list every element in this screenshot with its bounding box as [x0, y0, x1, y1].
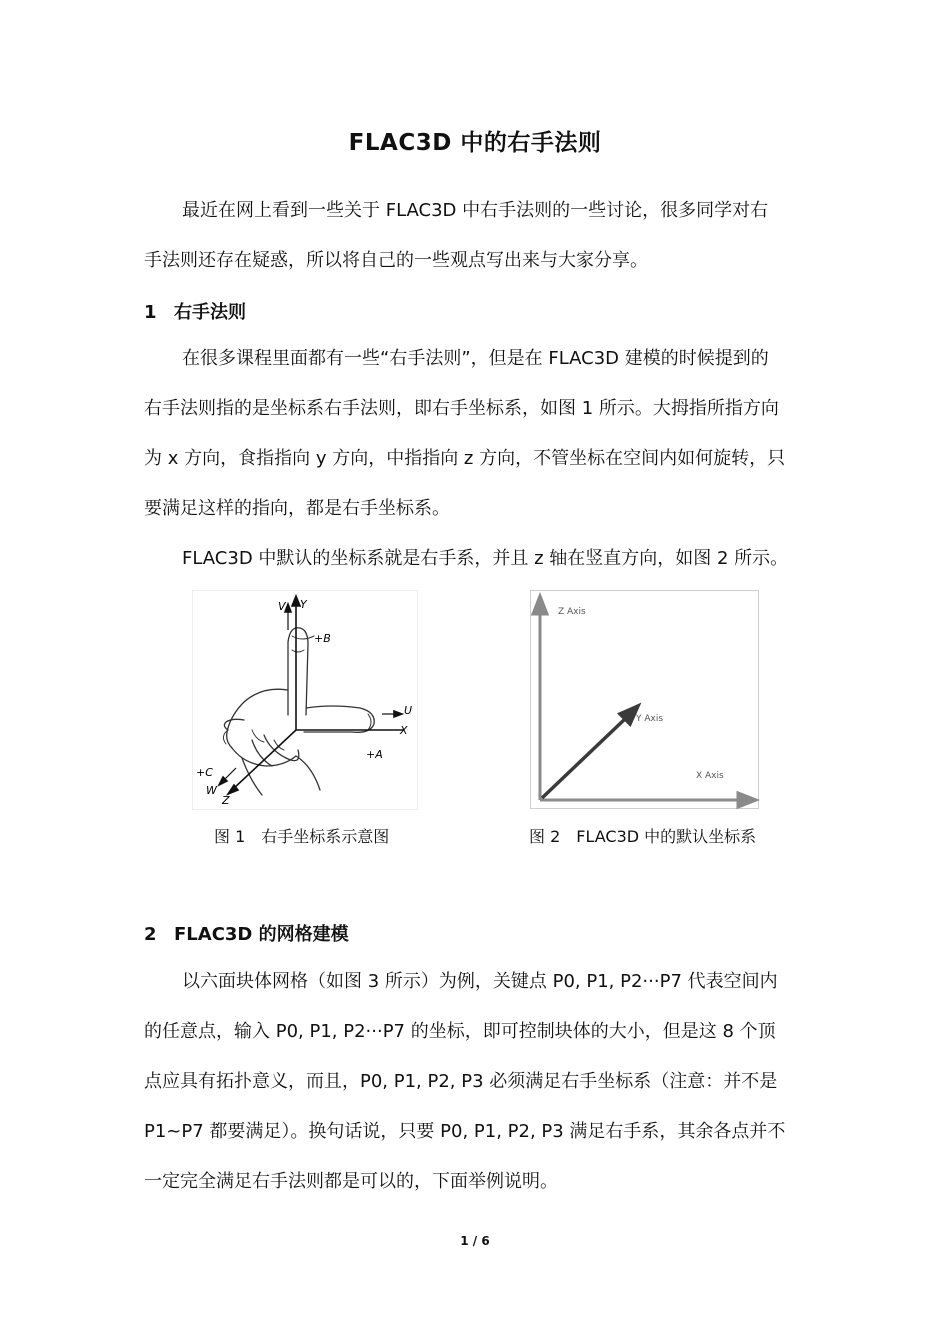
section1-heading [144, 298, 246, 324]
section2-title: FLAC3D 的网格建模 [174, 924, 349, 945]
intro-line-1: 最近在网上看到一些关于 FLAC3D 中右手法则的一些讨论，很多同学对右 [182, 200, 769, 221]
label-b: +B [314, 632, 331, 645]
section1-title: 右手法则 [174, 302, 246, 323]
section2-paragraph [144, 957, 808, 1207]
y-axis-label: Y Axis [636, 714, 664, 724]
section1-paragraph-1 [144, 334, 808, 534]
document-title: FLAC3D 中的右手法则 [348, 130, 602, 156]
page-number: 1 / 6 [460, 1234, 490, 1248]
axes-illustration [530, 590, 760, 810]
intro-paragraph [144, 186, 808, 286]
section1-paragraph-2 [144, 534, 808, 584]
label-w: W [206, 784, 217, 797]
label-u: U [404, 704, 413, 717]
label-x: X [400, 724, 408, 737]
label-c: +C [196, 766, 213, 779]
s1p1-line-2: 右手法则指的是坐标系右手法则，即右手坐标系，如图 1 所示。大拇指所指方向 [144, 398, 779, 419]
s2-line-1: 以六面块体网格（如图 3 所示）为例，关键点 P0, P1, P2···P7 代表空间内 [182, 971, 778, 992]
s1p2-line-1: FLAC3D 中默认的坐标系就是右手系，并且 z 轴在竖直方向，如图 2 所示。 [182, 548, 789, 569]
figure1-right-hand [192, 590, 418, 810]
label-z: Z [222, 794, 230, 807]
label-v: V [278, 600, 286, 613]
right-hand-illustration [192, 590, 418, 810]
s2-line-2: 的任意点，输入 P0, P1, P2···P7 的坐标，即可控制块体的大小，但是这 8 个顶 [144, 1021, 776, 1042]
s1p1-line-4: 要满足这样的指向，都是右手坐标系。 [144, 498, 450, 519]
s2-line-5: 一定完全满足右手法则都是可以的，下面举例说明。 [144, 1171, 558, 1192]
section2-number: 2 [144, 924, 157, 945]
x-axis-label: X Axis [696, 771, 724, 781]
figure1-caption: 图 1 右手坐标系示意图 [214, 827, 390, 846]
s2-line-3: 点应具有拓扑意义，而且，P0, P1, P2, P3 必须满足右手坐标系（注意：并不是 [144, 1071, 778, 1092]
s2-line-4: P1~P7 都要满足）。换句话说，只要 P0, P1, P2, P3 满足右手系，其余各点并不 [144, 1121, 786, 1142]
section2-heading [144, 920, 349, 946]
intro-line-2: 手法则还存在疑惑，所以将自己的一些观点写出来与大家分享。 [144, 250, 648, 271]
label-a: +A [366, 748, 383, 761]
section1-number: 1 [144, 302, 157, 323]
figure2-default-axes [530, 590, 760, 810]
s1p1-line-1: 在很多课程里面都有一些“右手法则”，但是在 FLAC3D 建模的时候提到的 [182, 348, 769, 369]
z-axis-label: Z Axis [558, 607, 586, 617]
label-y: Y [300, 598, 307, 611]
s1p1-line-3: 为 x 方向，食指指向 y 方向，中指指向 z 方向，不管坐标在空间内如何旋转，只 [144, 448, 786, 469]
figure2-caption: 图 2 FLAC3D 中的默认坐标系 [529, 827, 757, 846]
